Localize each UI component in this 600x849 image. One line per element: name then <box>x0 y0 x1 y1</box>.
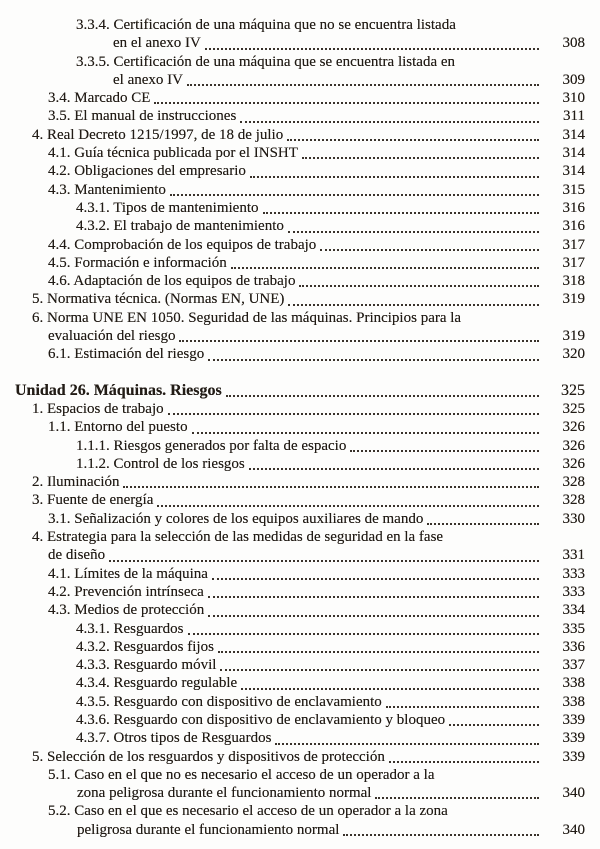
toc-entry-line <box>15 437 585 455</box>
toc-entry <box>15 181 585 199</box>
dot-leader <box>218 651 539 653</box>
page-number: 328 <box>562 492 585 509</box>
toc-entry-text: peligrosa durante el funcionamiento normal <box>77 821 340 838</box>
toc-entry <box>15 217 585 235</box>
dot-leader <box>179 340 539 342</box>
toc-entry-line <box>15 656 585 674</box>
toc-entry <box>15 491 585 509</box>
dot-leader <box>212 578 539 580</box>
toc-entry-text: 4.3.2. El trabajo de mantenimiento <box>76 218 284 235</box>
toc-entry-line <box>15 491 585 509</box>
toc-entry <box>15 437 585 455</box>
dot-leader <box>249 468 539 470</box>
toc-entry <box>15 601 585 619</box>
dot-leader <box>288 304 539 306</box>
toc-entry-text: 4. Real Decreto 1215/1997, de 18 de julio <box>32 126 284 143</box>
toc-entry <box>15 711 585 729</box>
toc-entry-text: Unidad 26. Máquinas. Riesgos <box>15 381 222 399</box>
dot-leader <box>188 633 540 635</box>
toc-entry-line <box>15 290 585 308</box>
toc-entry-text: de diseño <box>48 547 106 564</box>
toc-entry <box>15 729 585 747</box>
page-number: 326 <box>562 437 585 454</box>
page-number: 325 <box>562 400 585 417</box>
toc-entry-text: 4.3.6. Resguardo con dispositivo de enclavamiento y bloqueo <box>76 711 446 728</box>
toc-entry-text: 1.1. Entorno del puesto <box>48 419 188 436</box>
page-number: 340 <box>562 785 585 802</box>
toc-entry <box>15 345 585 363</box>
toc-entry-line <box>15 254 585 272</box>
toc-entry-text: 3.5. El manual de instrucciones <box>48 108 237 125</box>
toc-entry-text: 4.3. Medios de protección <box>48 602 205 619</box>
toc-entry-line <box>15 34 585 52</box>
section-gap <box>15 364 585 382</box>
toc-entry-text: 3.4. Marcado CE <box>48 90 151 107</box>
page-number: 334 <box>562 602 585 619</box>
page-number: 317 <box>562 236 585 253</box>
toc-entry-line <box>15 748 585 766</box>
toc-entry-text: 4.3.4. Resguardo regulable <box>76 675 238 692</box>
toc-entry-line <box>15 107 585 125</box>
toc-entry <box>15 53 585 90</box>
page-number: 326 <box>562 455 585 472</box>
toc-entry <box>15 802 585 839</box>
page-number: 319 <box>562 291 585 308</box>
toc-entry <box>15 126 585 144</box>
page-number: 338 <box>562 693 585 710</box>
toc-entry <box>15 16 585 53</box>
page-number: 333 <box>562 565 585 582</box>
toc-entry-line <box>15 455 585 473</box>
dot-leader <box>287 139 539 141</box>
toc-entry-line <box>15 418 585 436</box>
toc-entry-text: 4.2. Prevención intrínseca <box>48 583 204 600</box>
dot-leader <box>275 743 539 745</box>
toc-entry <box>15 290 585 308</box>
page-number: 314 <box>562 145 585 162</box>
toc-entry-text: zona peligrosa durante el funcionamiento normal <box>77 785 372 802</box>
toc-entry <box>15 309 585 346</box>
dot-leader <box>168 413 539 415</box>
toc-entry-text: 4.3. Mantenimiento <box>48 181 166 198</box>
page-number: 314 <box>562 163 585 180</box>
dot-leader <box>187 84 539 86</box>
dot-leader <box>320 249 539 251</box>
page-number: 315 <box>562 181 585 198</box>
page-number: 311 <box>563 108 585 125</box>
page-number: 317 <box>562 254 585 271</box>
dot-leader <box>386 706 539 708</box>
dot-leader <box>192 432 539 434</box>
toc-entry-text: 3.1. Señalización y colores de los equipos auxiliares de mando <box>48 510 424 527</box>
page-number: 316 <box>562 218 585 235</box>
toc-entry-text: 6. Norma UNE EN 1050. Seguridad de las máquinas. Principios para la <box>32 309 462 326</box>
page-number: 326 <box>562 419 585 436</box>
dot-leader <box>241 688 539 690</box>
toc-entry <box>15 272 585 290</box>
toc-entry-text: 4.3.1. Tipos de mantenimiento <box>76 199 259 216</box>
page-number: 328 <box>562 474 585 491</box>
page-number: 308 <box>562 35 585 52</box>
toc-entry <box>15 638 585 656</box>
toc-entry-line <box>15 674 585 692</box>
page-number: 310 <box>562 90 585 107</box>
toc-entry-text: el anexo IV <box>113 71 183 88</box>
dot-leader <box>263 212 539 214</box>
toc-entry-text: 3.3.5. Certificación de una máquina que se encuentra listada en <box>76 53 456 70</box>
toc-entry-line <box>15 327 585 345</box>
toc-entry-line <box>15 729 585 747</box>
toc-entry-line <box>15 71 585 89</box>
dot-leader <box>208 615 539 617</box>
toc-entry-text: 4.6. Adaptación de los equipos de trabajo <box>48 273 296 290</box>
toc-entry-text: 5. Selección de los resguardos y dispositivos de protección <box>32 748 385 765</box>
toc-entry-text: en el anexo IV <box>113 35 201 52</box>
dot-leader <box>302 157 539 159</box>
toc-entry <box>15 89 585 107</box>
dot-leader <box>250 176 539 178</box>
dot-leader <box>205 48 539 50</box>
page-number: 335 <box>562 620 585 637</box>
toc-entry <box>15 583 585 601</box>
toc-entry-line <box>15 272 585 290</box>
toc-entry <box>15 199 585 217</box>
dot-leader <box>449 724 539 726</box>
dot-leader <box>231 267 539 269</box>
toc-entry-line <box>15 162 585 180</box>
page-number: 309 <box>562 71 585 88</box>
toc-entry <box>15 473 585 491</box>
toc-entry <box>15 107 585 125</box>
dot-leader <box>220 669 539 671</box>
toc-entry <box>15 510 585 528</box>
toc-entry <box>15 674 585 692</box>
page-number: 339 <box>562 730 585 747</box>
toc-entry-line <box>15 126 585 144</box>
toc-entry-text: 5.1. Caso en el que no es necesario el acceso de un operador a la <box>48 766 435 783</box>
toc-entry-text: 1.1.2. Control de los riesgos <box>76 455 245 472</box>
toc-entry-text: 4.4. Comprobación de los equipos de trabajo <box>48 236 317 253</box>
toc-entry-line <box>15 199 585 217</box>
toc-entry-line <box>15 144 585 162</box>
page-number: 319 <box>562 328 585 345</box>
toc-entry-line <box>15 583 585 601</box>
toc-entry-line <box>15 510 585 528</box>
dot-leader <box>375 797 539 799</box>
toc-entry-line <box>15 473 585 491</box>
toc-entry-line <box>15 821 585 839</box>
toc-list <box>15 16 585 839</box>
toc-entry-line <box>15 382 585 400</box>
page-number: 337 <box>562 657 585 674</box>
toc-entry <box>15 144 585 162</box>
toc-entry <box>15 693 585 711</box>
toc-entry-line <box>15 784 585 802</box>
toc-entry <box>15 565 585 583</box>
dot-leader <box>240 121 539 123</box>
page-number: 339 <box>562 748 585 765</box>
toc-entry <box>15 455 585 473</box>
toc-entry-text: 3. Fuente de energía <box>32 492 154 509</box>
toc-entry-line <box>15 620 585 638</box>
page-number: 333 <box>562 583 585 600</box>
page-number: 339 <box>562 711 585 728</box>
toc-entry <box>15 418 585 436</box>
toc-entry-text: 4.1. Límites de la máquina <box>48 565 208 582</box>
page-number: 316 <box>562 199 585 216</box>
toc-entry-text: 4.3.1. Resguardos <box>76 620 184 637</box>
dot-leader <box>389 761 539 763</box>
toc-entry-line <box>15 546 585 564</box>
dot-leader <box>427 523 539 525</box>
dot-leader <box>208 596 539 598</box>
toc-entry <box>15 254 585 272</box>
toc-entry <box>15 382 585 400</box>
dot-leader <box>170 194 539 196</box>
toc-entry <box>15 766 585 803</box>
page-number: 336 <box>562 638 585 655</box>
toc-entry-text: 4.3.7. Otros tipos de Resguardos <box>76 730 272 747</box>
page-number: 318 <box>562 273 585 290</box>
dot-leader <box>299 285 539 287</box>
dot-leader <box>154 102 539 104</box>
page-number: 320 <box>562 346 585 363</box>
dot-leader <box>109 560 539 562</box>
toc-entry-text: 2. Iluminación <box>32 474 120 491</box>
toc-entry-text: 4.3.3. Resguardo móvil <box>76 657 217 674</box>
toc-entry-line <box>15 400 585 418</box>
toc-entry-text: evaluación del riesgo <box>48 328 176 345</box>
toc-entry-line <box>15 711 585 729</box>
dot-leader <box>208 359 539 361</box>
toc-entry-text: 4.1. Guía técnica publicada por el INSHT <box>48 145 298 162</box>
toc-entry <box>15 620 585 638</box>
toc-entry-line <box>15 89 585 107</box>
toc-entry-line <box>15 638 585 656</box>
page-number: 338 <box>562 675 585 692</box>
toc-entry <box>15 162 585 180</box>
toc-entry-text: 6.1. Estimación del riesgo <box>48 346 205 363</box>
toc-entry-text: 4.3.5. Resguardo con dispositivo de enclavamiento <box>76 693 382 710</box>
toc-entry <box>15 400 585 418</box>
toc-entry-text: 5. Normativa técnica. (Normas EN, UNE) <box>32 291 285 308</box>
dot-leader <box>343 834 539 836</box>
toc-entry-text: 4.2. Obligaciones del empresario <box>48 163 246 180</box>
toc-entry-text: 4.3.2. Resguardos fijos <box>76 638 214 655</box>
toc-entry-text: 5.2. Caso en el que es necesario el acceso de un operador a la zona <box>48 803 448 820</box>
toc-entry-text: 3.3.4. Certificación de una máquina que no se encuentra listada <box>76 17 456 33</box>
toc-entry-text: 1.1.1. Riesgos generados por falta de espacio <box>76 437 347 454</box>
dot-leader <box>350 450 539 452</box>
page-number: 325 <box>561 381 585 399</box>
toc-entry <box>15 528 585 565</box>
dot-leader <box>157 505 539 507</box>
page-number: 314 <box>562 126 585 143</box>
toc-entry-text: 4. Estrategia para la selección de las medidas de seguridad en la fase <box>32 529 444 546</box>
toc-entry-line <box>15 601 585 619</box>
toc-entry-text: 1. Espacios de trabajo <box>32 400 164 417</box>
toc-entry <box>15 656 585 674</box>
page-number: 331 <box>562 547 585 564</box>
toc-entry-text: 4.5. Formación e información <box>48 254 227 271</box>
dot-leader <box>288 231 539 233</box>
toc-entry-line <box>15 345 585 363</box>
dot-leader <box>226 395 539 397</box>
toc-entry-line <box>15 181 585 199</box>
dot-leader <box>123 486 539 488</box>
toc-entry-line <box>15 693 585 711</box>
toc-entry <box>15 236 585 254</box>
page-number: 330 <box>562 510 585 527</box>
toc-entry-line <box>15 217 585 235</box>
toc-entry-line <box>15 565 585 583</box>
toc-entry-line <box>15 236 585 254</box>
toc-entry <box>15 748 585 766</box>
page-number: 340 <box>562 821 585 838</box>
